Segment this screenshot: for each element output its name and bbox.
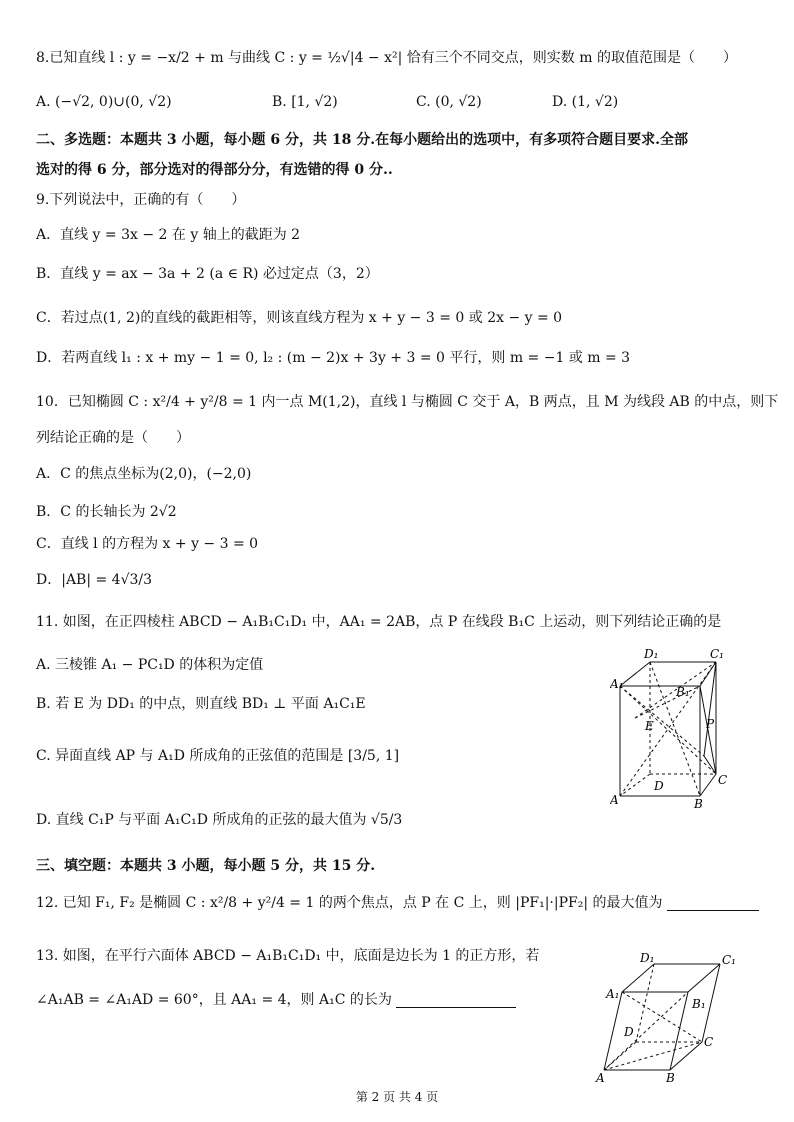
page-footer: 第 2 页 共 4 页 <box>355 1090 439 1104</box>
q10-option-a: A．C 的焦点坐标为(2,0)，(−2,0) <box>36 466 252 482</box>
fig11-label-b1: B₁ <box>676 685 690 699</box>
q13-line2 <box>36 990 516 1010</box>
q8-stem: 8.已知直线 l : y = −x/2 + m 与曲线 C : y = ½√|4 − x²| 恰有三个不同交点，则实数 m 的取值范围是（ ） <box>36 50 737 66</box>
q13-answer-blank[interactable] <box>396 993 516 1008</box>
q10-stem-2: 列结论正确的是（ ） <box>36 430 190 446</box>
q8-option-d: D. (1, √2) <box>552 94 619 110</box>
q10-option-d: D．|AB| = 4√3/3 <box>36 572 153 588</box>
fig11-label-c: C <box>718 773 728 787</box>
q11-option-d: D. 直线 C₁P 与平面 A₁C₁D 所成角的正弦的最大值为 √5/3 <box>36 812 403 828</box>
fig11-label-b: B <box>694 797 703 811</box>
fig13-label-c1: C₁ <box>722 953 736 967</box>
section2-line1: 二、多选题：本题共 3 小题，每小题 6 分，共 18 分.在每小题给出的选项中，有多项符合题目要求.全部 <box>36 132 688 148</box>
fig11-label-c1: C₁ <box>710 647 724 661</box>
q10-option-c: C．直线 l 的方程为 x + y − 3 = 0 <box>36 536 259 552</box>
q12-text <box>36 893 759 913</box>
fig13-label-b1: B₁ <box>692 997 706 1011</box>
q12-answer-blank[interactable] <box>667 896 759 911</box>
fig11-label-d: D <box>654 779 664 793</box>
fig13-label-b: B <box>666 1071 675 1085</box>
fig13-label-d: D <box>624 1025 634 1039</box>
q13-stem-2: ∠A₁AB = ∠A₁AD = 60°，且 AA₁ = 4，则 A₁C 的长为 <box>36 992 392 1008</box>
q13-line1: 13. 如图，在平行六面体 ABCD − A₁B₁C₁D₁ 中，底面是边长为 1 的正方形，若 <box>36 948 540 964</box>
q9-option-a: A．直线 y = 3x − 2 在 y 轴上的截距为 2 <box>36 227 301 243</box>
q8-option-b: B. [1, √2) <box>272 94 338 110</box>
section3-title: 三、填空题：本题共 3 小题，每小题 5 分，共 15 分. <box>36 858 376 874</box>
q9-stem: 9.下列说法中，正确的有（ ） <box>36 192 246 208</box>
q9-option-b: B．直线 y = ax − 3a + 2 (a ∈ R) 必过定点（3，2） <box>36 266 379 282</box>
section2-line2: 选对的得 6 分，部分选对的得部分分，有选错的得 0 分.. <box>36 162 393 178</box>
q11-prism-figure <box>610 646 740 811</box>
fig13-label-c: C <box>704 1035 714 1049</box>
q11-option-a: A. 三棱锥 A₁ − PC₁D 的体积为定值 <box>36 657 264 673</box>
fig13-label-d1: D₁ <box>640 951 655 965</box>
q10-option-b: B．C 的长轴长为 2√2 <box>36 504 177 520</box>
q11-stem: 11. 如图，在正四棱柱 ABCD − A₁B₁C₁D₁ 中，AA₁ = 2AB，点 P 在线段 B₁C 上运动，则下列结论正确的是 <box>36 614 722 630</box>
q9-option-d: D．若两直线 l₁ : x + my − 1 = 0, l₂ : (m − 2)x + 3y + 3 = 0 平行，则 m = −1 或 m = 3 <box>36 350 631 366</box>
q11-option-c: C. 异面直线 AP 与 A₁D 所成角的正弦值的范围是 [3/5, 1] <box>36 748 400 764</box>
q11-option-b: B. 若 E 为 DD₁ 的中点，则直线 BD₁ ⊥ 平面 A₁C₁E <box>36 696 366 712</box>
fig11-label-a1: A₁ <box>610 677 624 691</box>
q8-option-c: C. (0, √2) <box>416 94 482 110</box>
q8-option-a: A. (−√2, 0)∪(0, √2) <box>36 94 172 110</box>
q10-stem-1: 10．已知椭圆 C : x²/4 + y²/8 = 1 内一点 M(1,2)，直线 l 与椭圆 C 交于 A，B 两点，且 M 为线段 AB 的中点，则下 <box>36 394 779 410</box>
q13-parallelepiped-figure <box>592 950 752 1090</box>
q8-options <box>36 92 618 112</box>
fig11-label-e: E <box>645 719 654 733</box>
q9-option-c: C．若过点(1, 2)的直线的截距相等，则该直线方程为 x + y − 3 = 0 或 2x − y = 0 <box>36 310 563 326</box>
q12-stem: 12. 已知 F₁, F₂ 是椭圆 C : x²/8 + y²/4 = 1 的两个焦点，点 P 在 C 上，则 |PF₁|·|PF₂| 的最大值为 <box>36 895 663 911</box>
fig13-label-a: A <box>596 1071 605 1085</box>
fig11-label-d1: D₁ <box>644 647 659 661</box>
fig11-label-p: P <box>706 717 715 731</box>
fig13-label-a1: A₁ <box>606 987 620 1001</box>
fig11-label-a: A <box>610 793 619 807</box>
